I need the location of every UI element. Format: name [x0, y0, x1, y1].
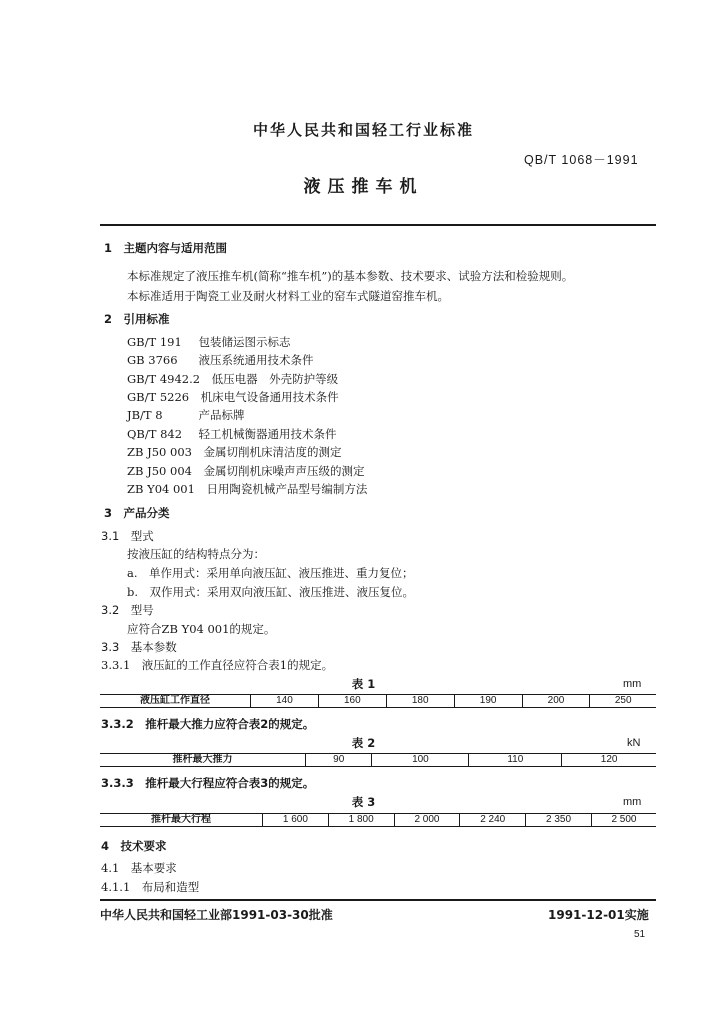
section-3-2-heading: 3.2 型号	[101, 603, 154, 617]
table-cell: 90	[306, 754, 372, 767]
ref-item	[127, 444, 341, 460]
document-title: 液压推车机	[303, 177, 424, 197]
ref-title: 包装储运图示标志	[198, 335, 291, 349]
table-cell: 2 000	[394, 814, 460, 827]
table-cell: 1 600	[263, 814, 329, 827]
ref-item	[127, 481, 367, 497]
table-2-label: 推杆最大推力	[172, 754, 233, 765]
section-3-1-item-a: a. 单作用式：采用单向液压缸、液压推进、重力复位；	[127, 566, 414, 580]
table-row	[100, 814, 656, 827]
section-4-heading: 4 技术要求	[101, 839, 167, 853]
section-3-heading: 3 产品分类	[104, 506, 170, 520]
section-3-1-item-b: b. 双作用式：采用双向液压缸、液压推进、液压复位。	[127, 585, 415, 599]
ref-code: GB/T 191	[127, 335, 182, 349]
section-2-heading: 2 引用标准	[104, 312, 170, 326]
header-rule	[100, 224, 656, 226]
ref-code: ZB J50 004	[127, 464, 192, 478]
table-cell: 200	[522, 695, 590, 708]
ref-item	[127, 334, 291, 350]
table-cell: 110	[469, 754, 562, 767]
table-cell: 2 240	[460, 814, 526, 827]
section-4-1-heading: 4.1 基本要求	[101, 861, 177, 875]
standard-number: QB/T 1068－1991	[524, 153, 639, 167]
section-3-2-text: 应符合ZB Y04 001的规定。	[127, 622, 276, 636]
table-row	[100, 695, 656, 708]
ref-item	[127, 371, 338, 387]
table-cell: 2 500	[591, 814, 656, 827]
ref-code: ZB J50 003	[127, 445, 192, 459]
ref-code: GB/T 4942.2	[127, 372, 201, 386]
section-4-1-1-heading: 4.1.1 布局和造型	[101, 880, 200, 894]
table-3-label: 推杆最大行程	[151, 814, 211, 825]
implementation-date: 1991-12-01实施	[548, 908, 649, 922]
table-cell: 160	[318, 695, 386, 708]
table-3-caption: 表 3	[351, 795, 376, 809]
approval-line: 中华人民共和国轻工业部1991-03-30批准	[100, 908, 333, 922]
section-1-paragraph-2: 本标准适用于陶瓷工业及耐火材料工业的窑车式隧道窑推车机。	[127, 289, 449, 303]
table-1-unit: mm	[623, 678, 642, 690]
table-2	[100, 753, 656, 767]
ref-code: GB/T 5226	[127, 390, 190, 404]
table-cell: 250	[590, 695, 656, 708]
table-row	[100, 754, 656, 767]
footer-rule	[100, 899, 656, 901]
ref-title: 轻工机械衡器通用技术条件	[198, 427, 337, 441]
ref-item	[127, 389, 339, 405]
table-1-caption: 表 1	[351, 677, 376, 691]
table-2-caption: 表 2	[351, 736, 376, 750]
section-3-1-intro: 按液压缸的结构特点分为：	[127, 547, 265, 561]
table-3-unit: mm	[623, 796, 642, 808]
section-1-paragraph-1: 本标准规定了液压推车机(简称“推车机”)的基本参数、技术要求、试验方法和检验规则。	[127, 269, 574, 283]
table-cell: 190	[454, 695, 522, 708]
table-cell: 180	[386, 695, 454, 708]
page-number: 51	[634, 929, 646, 940]
table-1-label: 液压缸工作直径	[140, 695, 210, 706]
ref-title: 机床电气设备通用技术条件	[200, 390, 339, 404]
ref-code: GB 3766	[127, 353, 178, 367]
table-cell: 1 800	[328, 814, 394, 827]
ref-title: 日用陶瓷机械产品型号编制方法	[206, 482, 368, 496]
section-3-3-2-text: 3.3.2 推杆最大推力应符合表2的规定。	[101, 717, 315, 731]
section-3-3-3-text: 3.3.3 推杆最大行程应符合表3的规定。	[101, 776, 315, 790]
ref-code: JB/T 8	[127, 408, 163, 422]
ref-title: 液压系统通用技术条件	[198, 353, 314, 367]
section-3-3-heading: 3.3 基本参数	[101, 640, 177, 654]
section-3-3-1-text: 3.3.1 液压缸的工作直径应符合表1的规定。	[101, 658, 334, 672]
ref-title: 产品标牌	[198, 408, 245, 422]
ref-code: QB/T 842	[127, 427, 183, 441]
ref-item	[127, 463, 364, 479]
table-cell: 120	[562, 754, 656, 767]
ref-item	[127, 352, 314, 368]
table-1	[100, 694, 656, 708]
ref-item	[127, 407, 245, 423]
table-cell: 2 350	[526, 814, 592, 827]
table-3	[100, 813, 656, 827]
section-3-1-heading: 3.1 型式	[101, 529, 154, 543]
ref-title: 金属切削机床清洁度的测定	[203, 445, 342, 459]
ref-title: 低压电器 外壳防护等级	[211, 372, 339, 386]
ref-code: ZB Y04 001	[127, 482, 195, 496]
table-2-unit: kN	[627, 737, 641, 749]
table-cell: 140	[251, 695, 319, 708]
ref-title: 金属切削机床噪声声压级的测定	[203, 464, 365, 478]
section-1-heading: 1 主题内容与适用范围	[104, 241, 228, 255]
ref-item	[127, 426, 337, 442]
issuing-body-title: 中华人民共和国轻工行业标准	[252, 121, 474, 139]
table-cell: 100	[372, 754, 469, 767]
